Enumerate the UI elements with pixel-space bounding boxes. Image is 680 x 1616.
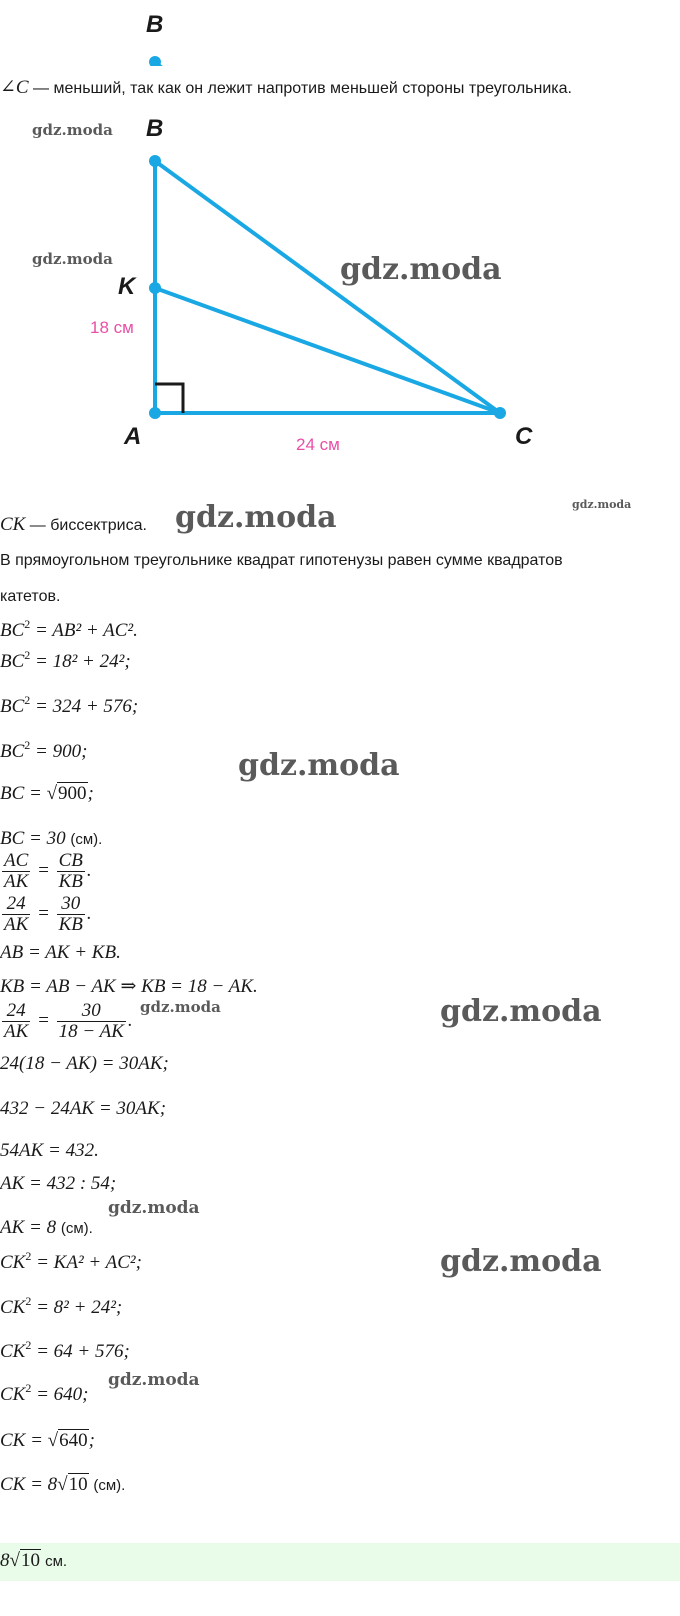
ratio-3-right: [57, 1001, 126, 1042]
step-eq-3: 54AK = 432.: [0, 1140, 99, 1161]
ratio-3-d1: AK: [4, 1021, 29, 1042]
ratio-2-d1: AK: [4, 914, 29, 935]
bisector-ck: [155, 288, 500, 413]
watermark-7: gdz.moda: [440, 1244, 602, 1279]
watermark-diagram-1: gdz.moda: [32, 121, 113, 139]
step-bc-4-lhs: BC: [0, 741, 25, 762]
ratio-2-end: .: [86, 902, 92, 924]
step-bc-5-radicand: 900: [58, 783, 87, 804]
step-ck-3-rhs: = 64 + 576;: [36, 1341, 130, 1362]
step-eq-5: [0, 1217, 93, 1239]
answer-sqrt-symbol: √: [9, 1550, 20, 1571]
ratio-1-left: [2, 851, 30, 892]
watermark-2: gdz.moda: [572, 498, 632, 511]
step-ck-6-lhs: CK = 8: [0, 1474, 58, 1495]
step-eq-5-unit: (см).: [60, 1220, 93, 1237]
sqrt-symbol-3: √: [57, 1474, 68, 1495]
ratio-1-end: .: [86, 859, 92, 881]
step-ck-4-lhs: CK: [0, 1384, 26, 1405]
theorem-line-2: катетов.: [0, 588, 61, 605]
top-diagram: [140, 4, 180, 66]
vertex-b: [149, 155, 161, 167]
ratio-2-left: [2, 894, 30, 935]
ratio-1-right: [57, 851, 85, 892]
sqrt-symbol-2: √: [47, 1430, 59, 1451]
step-eq-1: 24(18 − AK) = 30AK;: [0, 1053, 169, 1074]
step-bc-5-lhs: BC =: [0, 783, 42, 804]
sqrt-symbol: √: [46, 783, 58, 804]
top-diagram-svg: [140, 4, 180, 66]
step-ck-6-radicand: 10: [68, 1474, 88, 1495]
ratio-3-left: [2, 1001, 30, 1042]
watermark-4: gdz.moda: [140, 998, 221, 1016]
step-ab-sum: AB = AK + KB.: [0, 942, 121, 963]
step-ck-1: [0, 1249, 142, 1274]
step-bc-2: [0, 648, 131, 673]
answer-coef: 8: [0, 1550, 10, 1571]
step-ratio-3: [0, 1001, 133, 1042]
step-bc-3-sup: 2: [24, 693, 31, 707]
label-a: A: [124, 423, 142, 450]
ratio-1-d1: AK: [4, 871, 29, 892]
answer-unit: см.: [40, 1553, 68, 1570]
ratio-1-eq: =: [37, 859, 50, 881]
step-bc-5: [0, 783, 94, 805]
theorem-line-1: В прямоугольном треугольнике квадрат гипотенузы равен сумме квадратов: [0, 552, 563, 569]
side-bc: [155, 161, 500, 413]
ratio-3-d2: 18 − AK: [58, 1021, 124, 1042]
triangle-svg: [0, 104, 680, 474]
step-ck-5-end: ;: [88, 1430, 95, 1451]
label-k: K: [118, 273, 136, 300]
step-ck-2-lhs: CK: [0, 1297, 26, 1318]
step-ratio-2: [0, 894, 92, 935]
step-bc-3: [0, 693, 139, 718]
top-label-b: B: [146, 11, 164, 38]
ratio-3-n1: 24: [2, 1001, 30, 1022]
step-bc-2-rhs: = 18² + 24²;: [35, 651, 131, 672]
vertex-k: [149, 282, 161, 294]
answer: [0, 1550, 67, 1572]
step-ck-6-unit: (см).: [93, 1477, 126, 1494]
ratio-3-eq: =: [37, 1009, 50, 1031]
answer-radicand: 10: [20, 1550, 40, 1571]
length-ak: 18 см: [90, 318, 134, 337]
ratio-2-n1: 24: [2, 894, 30, 915]
length-ac: 24 см: [296, 435, 340, 454]
angle-note: [0, 76, 572, 99]
step-ck-1-rhs: = KA² + AC²;: [36, 1252, 142, 1273]
ratio-1-d2: KB: [58, 871, 83, 892]
step-bc-3-lhs: BC: [0, 696, 25, 717]
angle-symbol: ∠C: [0, 77, 29, 98]
step-ck-4: [0, 1381, 89, 1406]
step-ck-4-sup: 2: [25, 1381, 32, 1395]
right-angle-mark: [155, 384, 183, 413]
ratio-2-right: [57, 894, 85, 935]
step-ck-1-sup: 2: [25, 1249, 32, 1263]
step-bc-6-unit: (см).: [70, 831, 103, 848]
step-ck-2: [0, 1294, 123, 1319]
ratio-2-eq: =: [37, 902, 50, 924]
step-bc-4: [0, 738, 88, 763]
step-bc-1-sup: 2: [24, 617, 31, 631]
step-eq-2: 432 − 24AK = 30AK;: [0, 1098, 167, 1119]
step-bc-6: [0, 828, 102, 850]
watermark-diagram-2: gdz.moda: [32, 250, 113, 268]
ratio-1-n1: AC: [4, 850, 29, 871]
step-ck-1-lhs: CK: [0, 1252, 26, 1273]
step-ck-6: [0, 1474, 125, 1496]
step-ck-2-rhs: = 8² + 24²;: [36, 1297, 123, 1318]
step-eq-4: AK = 432 : 54;: [0, 1173, 117, 1194]
ratio-1-n2: CB: [58, 850, 83, 871]
step-ck-5-radicand: 640: [59, 1430, 88, 1451]
ck-statement-math: CK: [0, 514, 26, 535]
step-bc-2-lhs: BC: [0, 651, 25, 672]
watermark-6: gdz.moda: [108, 1198, 200, 1218]
step-bc-4-sup: 2: [24, 738, 31, 752]
step-ck-5-lhs: CK =: [0, 1430, 43, 1451]
step-ck-5: [0, 1430, 95, 1452]
step-ck-3-sup: 2: [25, 1338, 32, 1352]
step-bc-6-lhs: BC = 30: [0, 828, 66, 849]
angle-note-text: — меньший, так как он лежит напротив меньшей стороны треугольника.: [28, 80, 572, 97]
step-bc-5-end: ;: [87, 783, 94, 804]
step-ck-3-lhs: CK: [0, 1341, 26, 1362]
vertex-a: [149, 407, 161, 419]
ck-statement: [0, 514, 147, 536]
step-ratio-1: [0, 851, 92, 892]
step-bc-3-rhs: = 324 + 576;: [35, 696, 139, 717]
label-b: B: [146, 115, 164, 142]
watermark-3: gdz.moda: [238, 748, 400, 783]
step-ck-4-rhs: = 640;: [36, 1384, 89, 1405]
watermark-diagram-3: gdz.moda: [340, 252, 502, 287]
ratio-2-n2: 30: [57, 894, 85, 915]
step-bc-1-rhs: = AB² + AC².: [35, 620, 138, 641]
triangle-diagram: [0, 104, 680, 474]
label-c: C: [515, 423, 533, 450]
step-ck-2-sup: 2: [25, 1294, 32, 1308]
step-eq-5-lhs: AK = 8: [0, 1217, 57, 1238]
watermark-5: gdz.moda: [440, 994, 602, 1029]
ck-statement-text: — биссектриса.: [25, 517, 147, 534]
ratio-2-d2: KB: [58, 914, 83, 935]
step-bc-4-rhs: = 900;: [35, 741, 88, 762]
watermark-1: gdz.moda: [175, 500, 337, 535]
step-kb: KB = AB − AK ⇒ KB = 18 − AK.: [0, 976, 258, 997]
step-bc-1: [0, 617, 138, 642]
answer-bar: [0, 1543, 680, 1581]
ratio-3-end: .: [127, 1009, 133, 1031]
step-bc-2-sup: 2: [24, 648, 31, 662]
watermark-8: gdz.moda: [108, 1370, 200, 1390]
ratio-3-n2: 30: [57, 1001, 126, 1022]
vertex-c: [494, 407, 506, 419]
step-bc-1-lhs: BC: [0, 620, 25, 641]
step-ck-3: [0, 1338, 130, 1363]
